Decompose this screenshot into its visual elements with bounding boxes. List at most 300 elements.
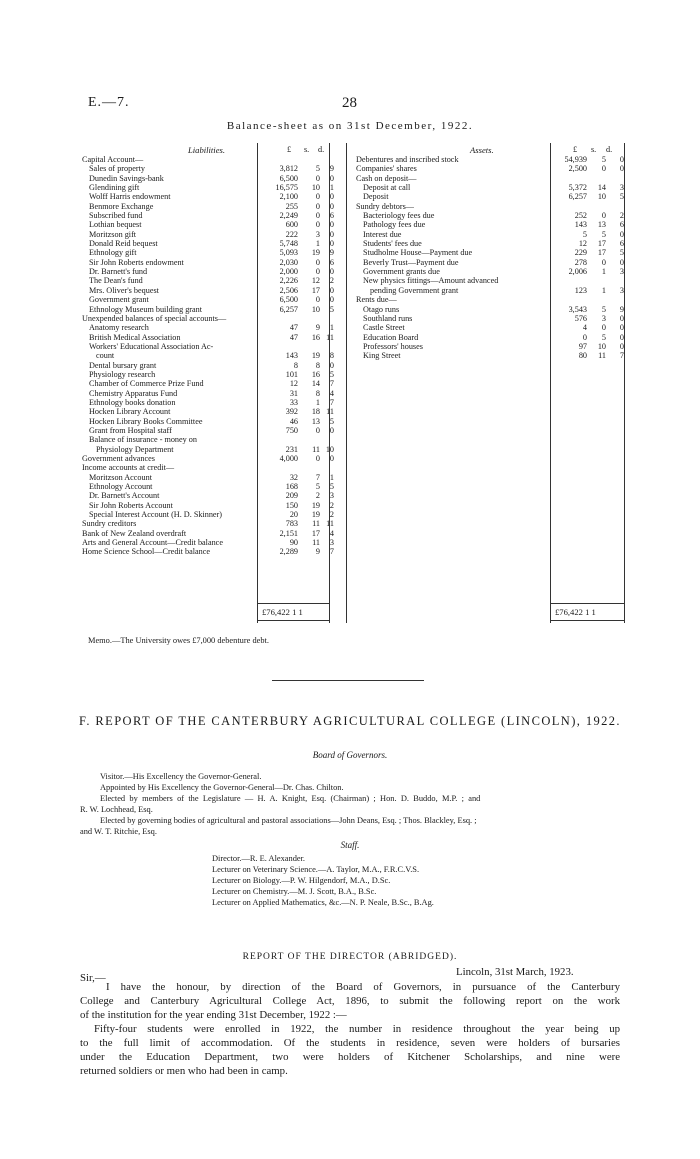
staff-line-biology: Lecturer on Biology.—P. W. Hilgendorf, M.A., D.Sc. — [212, 876, 391, 885]
liability-label: Unexpended balances of special accounts— — [82, 313, 227, 323]
liability-amount-shillings: 7 — [315, 472, 320, 482]
board-line-legislature-cont: R. W. Lochhead, Esq. — [80, 805, 153, 814]
assets-pounds-head: £ — [573, 145, 578, 154]
liability-label: Dr. Barnett's fund — [89, 267, 148, 277]
asset-amount-pence: 6 — [619, 239, 624, 249]
asset-amount-shillings: 0 — [601, 211, 606, 221]
asset-row — [356, 239, 624, 248]
liability-row — [82, 463, 334, 472]
liability-amount-pounds: 6,500 — [279, 295, 298, 305]
asset-amount-shillings: 13 — [597, 220, 606, 230]
asset-amount-pounds: 12 — [578, 239, 587, 249]
liability-label: Glendining gift — [89, 183, 140, 193]
asset-row — [356, 267, 624, 276]
asset-label: pending Government grant — [370, 285, 459, 295]
liability-amount-pounds: 101 — [285, 369, 298, 379]
liability-amount-pence: 2 — [329, 510, 334, 520]
liability-row — [82, 538, 334, 547]
asset-label: Interest due — [363, 229, 402, 239]
liability-row — [82, 398, 334, 407]
asset-amount-pounds: 80 — [578, 351, 587, 361]
liability-amount-pounds: 16,575 — [275, 183, 298, 193]
liability-amount-pounds: 20 — [289, 510, 298, 520]
liability-amount-shillings: 13 — [311, 416, 320, 426]
liability-row — [82, 379, 334, 388]
asset-amount-shillings: 5 — [601, 304, 606, 314]
liability-row — [82, 314, 334, 323]
liability-label: Chamber of Commerce Prize Fund — [89, 379, 204, 389]
asset-amount-shillings: 10 — [597, 192, 606, 202]
liab-shillings-head: s. — [304, 145, 310, 154]
asset-amount-pence: 0 — [619, 229, 624, 239]
liability-amount-pounds: 209 — [285, 491, 298, 501]
liability-row — [82, 491, 334, 500]
asset-row — [356, 155, 624, 164]
asset-row — [356, 258, 624, 267]
liability-row — [82, 482, 334, 491]
asset-amount-pence: 0 — [619, 257, 624, 267]
liability-label: Hocken Library Account — [89, 407, 171, 417]
asset-row — [356, 202, 624, 211]
liabilities-table — [82, 155, 334, 557]
asset-amount-pounds: 576 — [574, 313, 587, 323]
liability-label: Dr. Barnett's Account — [89, 491, 160, 501]
liability-label: Sir John Roberts endowment — [89, 257, 184, 267]
board-line-appointed: Appointed by His Excellency the Governor-General—Dr. Chas. Chilton. — [100, 783, 344, 792]
asset-amount-shillings: 17 — [597, 248, 606, 258]
liability-amount-pence: 0 — [329, 239, 334, 249]
asset-amount-pence: 0 — [619, 164, 624, 174]
para1-line-2: College and Canterbury Agricultural College Act, 1896, to submit the following report on the work — [80, 995, 620, 1007]
liability-amount-pence: 2 — [329, 500, 334, 510]
liability-amount-shillings: 0 — [315, 220, 320, 230]
asset-amount-pence: 9 — [619, 304, 624, 314]
asset-amount-pounds: 143 — [574, 220, 587, 230]
liability-row — [82, 183, 334, 192]
liability-amount-pounds: 3,812 — [279, 164, 298, 174]
liability-row — [82, 211, 334, 220]
asset-label: Sundry debtors— — [356, 201, 414, 211]
liability-label: Sales of property — [89, 164, 145, 174]
liability-amount-shillings: 0 — [315, 201, 320, 211]
liability-amount-pence: 3 — [329, 491, 334, 501]
liab-total-rule-top — [258, 603, 329, 604]
liability-label: Balance of insurance - money on — [89, 435, 197, 445]
liability-amount-shillings: 19 — [311, 500, 320, 510]
liability-label: Physiology research — [89, 369, 156, 379]
liability-amount-pounds: 8 — [293, 360, 298, 370]
asset-amount-shillings: 0 — [601, 164, 606, 174]
asset-row — [356, 276, 624, 285]
liability-amount-pounds: 2,000 — [279, 267, 298, 277]
liability-row — [82, 445, 334, 454]
liability-amount-pence: 9 — [329, 164, 334, 174]
liability-amount-shillings: 14 — [311, 379, 320, 389]
liability-amount-shillings: 0 — [315, 211, 320, 221]
asset-row — [356, 174, 624, 183]
staff-heading: Staff. — [340, 840, 360, 850]
asset-label: Deposit — [363, 192, 389, 202]
report-paragraph-2 — [80, 1022, 620, 1078]
liability-amount-pence: 0 — [329, 267, 334, 277]
asset-label: Debentures and inscribed stock — [356, 155, 459, 164]
liability-label: Physiology Department — [96, 444, 174, 454]
liability-label: Sir John Roberts Account — [89, 500, 173, 510]
liability-amount-pounds: 33 — [289, 397, 298, 407]
liability-row — [82, 276, 334, 285]
asset-amount-pounds: 54,939 — [564, 155, 587, 164]
liability-amount-shillings: 0 — [315, 454, 320, 463]
section-separator — [272, 680, 424, 681]
liability-row — [82, 305, 334, 314]
para2-line-3: under the Education Department, two were holders of Kitchener Scholarships, and nine were — [80, 1051, 620, 1063]
liability-row — [82, 351, 334, 360]
asset-amount-pounds: 5,372 — [568, 183, 587, 193]
asset-amount-shillings: 17 — [597, 239, 606, 249]
liability-amount-pounds: 32 — [289, 472, 298, 482]
asset-amount-pence: 0 — [619, 332, 624, 342]
asset-amount-shillings: 1 — [601, 285, 606, 295]
liability-amount-pence: 2 — [329, 276, 334, 286]
liability-amount-shillings: 8 — [315, 360, 320, 370]
liability-label: Bank of New Zealand overdraft — [82, 528, 187, 538]
liability-row — [82, 407, 334, 416]
board-line-associations: Elected by governing bodies of agricultural and pastoral associations—John Deans, Esq. ; Thos. Blackley, Esq. ; — [100, 816, 477, 825]
para2-line-1: Fifty-four students were enrolled in 1922, the number in residence throughout the year being up — [94, 1023, 620, 1035]
liability-amount-shillings: 16 — [311, 332, 320, 342]
asset-row — [356, 248, 624, 257]
liability-amount-pounds: 255 — [285, 201, 298, 211]
liability-amount-shillings: 19 — [311, 248, 320, 258]
para1-line-1: I have the honour, by direction of the Board of Governors, in pursuance of the Canterbury — [106, 981, 620, 993]
liability-amount-pounds: 2,249 — [279, 211, 298, 221]
liability-label: Capital Account— — [82, 155, 144, 164]
liability-row — [82, 267, 334, 276]
liability-amount-pence: 6 — [329, 257, 334, 267]
asset-amount-shillings: 0 — [601, 323, 606, 333]
liability-amount-pounds: 150 — [285, 500, 298, 510]
board-line-associations-cont: and W. T. Ritchie, Esq. — [80, 827, 157, 836]
liability-label: Arts and General Account—Credit balance — [82, 538, 223, 548]
liability-amount-shillings: 8 — [315, 388, 320, 398]
liability-row — [82, 342, 334, 351]
asset-row — [356, 333, 624, 342]
asset-row — [356, 183, 624, 192]
asset-amount-pounds: 123 — [574, 285, 587, 295]
liability-amount-pounds: 168 — [285, 482, 298, 492]
liability-row — [82, 258, 334, 267]
liability-label: Ethnology Account — [89, 482, 153, 492]
liability-amount-shillings: 0 — [315, 425, 320, 435]
asset-amount-shillings: 5 — [601, 229, 606, 239]
liability-amount-pounds: 6,257 — [279, 304, 298, 314]
liability-amount-pounds: 90 — [289, 538, 298, 548]
report-paragraph-1 — [80, 980, 620, 1022]
liability-amount-shillings: 12 — [311, 276, 320, 286]
asset-amount-pounds: 3,543 — [568, 304, 587, 314]
asset-row — [356, 295, 624, 304]
liability-row — [82, 248, 334, 257]
liability-amount-pence: 10 — [325, 444, 334, 454]
liability-amount-shillings: 0 — [315, 192, 320, 202]
liability-amount-pence: 11 — [326, 332, 334, 342]
salutation: Sir,— — [80, 972, 106, 984]
asset-amount-pence: 6 — [619, 220, 624, 230]
liability-row — [82, 239, 334, 248]
liab-amount-rule-right — [329, 143, 330, 623]
asset-row — [356, 323, 624, 332]
liability-label: count — [96, 351, 115, 361]
dateline: Lincoln, 31st March, 1923. — [456, 966, 574, 978]
liability-amount-pounds: 2,151 — [279, 528, 298, 538]
liability-amount-pence: 5 — [329, 304, 334, 314]
center-divider — [346, 143, 347, 623]
liability-label: Government advances — [82, 454, 155, 463]
asset-row — [356, 211, 624, 220]
asset-amount-shillings: 1 — [601, 267, 606, 277]
liability-label: Dental bursary grant — [89, 360, 157, 370]
liability-amount-pence: 0 — [329, 285, 334, 295]
staff-line-chemistry: Lecturer on Chemistry.—M. J. Scott, B.A., B.Sc. — [212, 887, 377, 896]
liability-amount-pounds: 2,226 — [279, 276, 298, 286]
asset-row — [356, 192, 624, 201]
asset-label: Studholme House—Payment due — [363, 248, 473, 258]
liability-amount-shillings: 2 — [315, 491, 320, 501]
liability-label: Moritzson Account — [89, 472, 152, 482]
liability-amount-pence: 0 — [329, 201, 334, 211]
liability-label: Moritzson gift — [89, 229, 137, 239]
liability-amount-pence: 5 — [329, 482, 334, 492]
asset-label: Bacteriology fees due — [363, 211, 435, 221]
liability-label: Subscribed fund — [89, 211, 143, 221]
liability-amount-shillings: 17 — [311, 528, 320, 538]
asset-label: Beverly Trust—Payment due — [363, 257, 459, 267]
asset-label: Education Board — [363, 332, 419, 342]
staff-line-mathematics: Lecturer on Applied Mathematics, &c.—N. P. Neale, B.Sc., B.Ag. — [212, 898, 434, 907]
asset-label: Government grants due — [363, 267, 440, 277]
asset-amount-pence: 3 — [619, 285, 624, 295]
liability-amount-pounds: 231 — [285, 444, 298, 454]
liability-amount-pounds: 6,500 — [279, 173, 298, 183]
liab-total-rule-bottom — [258, 620, 329, 621]
asset-label: New physics fittings—Amount advanced — [363, 276, 499, 286]
liability-label: Ethnology books donation — [89, 397, 176, 407]
liab-pence-head: d. — [318, 145, 325, 154]
asset-label: King Street — [363, 351, 401, 361]
liability-amount-pounds: 600 — [285, 220, 298, 230]
liability-amount-pence: 9 — [329, 248, 334, 258]
liability-label: Dunedin Savings-bank — [89, 173, 164, 183]
board-line-legislature: Elected by members of the Legislature — H. A. Knight, Esq. (Chairman) ; Hon. D. Buddo, M.P. ; and — [100, 794, 481, 803]
asset-row — [356, 305, 624, 314]
liability-label: Mrs. Oliver's bequest — [89, 285, 159, 295]
board-of-governors-heading: Board of Governors. — [312, 750, 388, 760]
liability-amount-pence: 0 — [329, 173, 334, 183]
asset-label: Otago runs — [363, 304, 400, 314]
liability-amount-pence: 0 — [329, 220, 334, 230]
liability-row — [82, 295, 334, 304]
liability-amount-pence: 5 — [329, 369, 334, 379]
liab-amount-rule-left — [257, 143, 258, 623]
liability-label: Government grant — [89, 295, 149, 305]
asset-amount-shillings: 5 — [601, 155, 606, 164]
liability-amount-pounds: 47 — [289, 323, 298, 333]
asset-amount-shillings: 11 — [598, 351, 606, 361]
assets-table — [356, 155, 624, 361]
liability-amount-shillings: 11 — [312, 519, 320, 529]
para2-line-2: to the full limit of accommodation. Of the students in residence, seven were holders of bursaries — [80, 1037, 620, 1049]
liability-amount-pounds: 2,289 — [279, 547, 298, 557]
asset-row — [356, 286, 624, 295]
asset-amount-pence: 0 — [619, 323, 624, 333]
liabilities-heading: Liabilities. — [188, 145, 226, 155]
liability-row — [82, 230, 334, 239]
asset-label: Pathology fees due — [363, 220, 426, 230]
liability-row — [82, 435, 334, 444]
asset-row — [356, 220, 624, 229]
liability-amount-pence: 11 — [326, 407, 334, 417]
assets-pence-head: d. — [606, 145, 613, 154]
liability-row — [82, 389, 334, 398]
liability-label: Sundry creditors — [82, 519, 137, 529]
liability-row — [82, 192, 334, 201]
asset-label: Castle Street — [363, 323, 405, 333]
liability-row — [82, 370, 334, 379]
asset-row — [356, 351, 624, 360]
liability-label: Chemistry Apparatus Fund — [89, 388, 178, 398]
liability-row — [82, 155, 334, 164]
liability-amount-pence: 6 — [329, 211, 334, 221]
liability-amount-shillings: 1 — [315, 397, 320, 407]
liability-label: Lothian bequest — [89, 220, 142, 230]
liability-row — [82, 473, 334, 482]
asset-label: Southland runs — [363, 313, 413, 323]
asset-label: Cash on deposit— — [356, 173, 417, 183]
liability-amount-pence: 1 — [329, 472, 334, 482]
asset-amount-shillings: 10 — [597, 341, 606, 351]
liability-amount-shillings: 19 — [311, 510, 320, 520]
liability-row — [82, 501, 334, 510]
liability-amount-pence: 4 — [329, 528, 334, 538]
assets-heading: Assets. — [470, 145, 494, 155]
staff-line-director: Director.—R. E. Alexander. — [212, 854, 306, 863]
asset-amount-pence: 5 — [619, 192, 624, 202]
liability-amount-shillings: 19 — [311, 351, 320, 361]
asset-amount-pounds: 97 — [578, 341, 587, 351]
board-line-visitor: Visitor.—His Excellency the Governor-General. — [100, 772, 262, 781]
asset-amount-pounds: 0 — [582, 332, 587, 342]
assets-total-rule-top — [551, 603, 624, 604]
liability-row — [82, 220, 334, 229]
asset-amount-pounds: 2,500 — [568, 164, 587, 174]
asset-row — [356, 342, 624, 351]
liability-amount-shillings: 11 — [312, 444, 320, 454]
liability-amount-pounds: 392 — [285, 407, 298, 417]
asset-amount-pounds: 5 — [582, 229, 587, 239]
assets-amount-rule-left — [550, 143, 551, 623]
liability-amount-pounds: 4,000 — [279, 454, 298, 463]
asset-label: Professors' houses — [363, 341, 423, 351]
balance-sheet-title: Balance-sheet as on 31st December, 1922. — [226, 120, 474, 132]
page-header-code: E.—7. — [88, 95, 130, 110]
liability-row — [82, 510, 334, 519]
liability-amount-pence: 0 — [329, 360, 334, 370]
liabilities-total: £76,422 1 1 — [262, 607, 303, 617]
liability-amount-shillings: 9 — [315, 547, 320, 557]
asset-amount-shillings: 0 — [601, 257, 606, 267]
liability-label: Benmore Exchange — [89, 201, 154, 211]
liability-amount-shillings: 10 — [311, 183, 320, 193]
liability-label: Home Science School—Credit balance — [82, 547, 211, 557]
liability-label: Ethnology gift — [89, 248, 137, 258]
assets-total: £76,422 1 1 — [555, 607, 596, 617]
liability-amount-shillings: 0 — [315, 257, 320, 267]
asset-label: Rents due— — [356, 295, 397, 305]
liability-amount-pence: 7 — [329, 547, 334, 557]
liability-amount-pounds: 47 — [289, 332, 298, 342]
asset-amount-pounds: 229 — [574, 248, 587, 258]
staff-line-veterinary: Lecturer on Veterinary Science.—A. Taylor, M.A., F.R.C.V.S. — [212, 865, 420, 874]
liability-label: Donald Reid bequest — [89, 239, 158, 249]
liability-amount-shillings: 18 — [311, 407, 320, 417]
liability-row — [82, 426, 334, 435]
liability-row — [82, 361, 334, 370]
liability-amount-pence: 1 — [329, 323, 334, 333]
liability-amount-shillings: 10 — [311, 304, 320, 314]
assets-total-rule-bottom — [551, 620, 624, 621]
asset-row — [356, 230, 624, 239]
liability-amount-pounds: 2,030 — [279, 257, 298, 267]
asset-amount-pounds: 278 — [574, 257, 587, 267]
liability-row — [82, 286, 334, 295]
assets-shillings-head: s. — [591, 145, 597, 154]
asset-amount-pence: 7 — [619, 351, 624, 361]
liability-row — [82, 323, 334, 332]
liability-amount-pence: 7 — [329, 397, 334, 407]
liability-amount-shillings: 0 — [315, 267, 320, 277]
asset-amount-pence: 5 — [619, 248, 624, 258]
liability-label: Income accounts at credit— — [82, 463, 175, 473]
asset-row — [356, 314, 624, 323]
liability-row — [82, 454, 334, 463]
asset-amount-pence: 2 — [619, 211, 624, 221]
asset-amount-pence: 0 — [619, 155, 624, 164]
liability-amount-pence: 5 — [329, 416, 334, 426]
liability-amount-pounds: 2,506 — [279, 285, 298, 295]
liability-amount-pence: 7 — [329, 379, 334, 389]
asset-amount-pence: 3 — [619, 183, 624, 193]
liability-amount-pence: 1 — [329, 183, 334, 193]
asset-amount-pounds: 252 — [574, 211, 587, 221]
director-report-heading: REPORT OF THE DIRECTOR (ABRIDGED). — [242, 952, 458, 962]
section-f-title: F. REPORT OF THE CANTERBURY AGRICULTURAL COLLEGE (LINCOLN), 1922. — [79, 714, 621, 728]
liab-pounds-head: £ — [287, 145, 292, 154]
liability-row — [82, 529, 334, 538]
para2-line-4: returned soldiers or men who had been in camp. — [80, 1065, 288, 1077]
liability-amount-pence: 0 — [329, 192, 334, 202]
liability-amount-shillings: 3 — [315, 229, 320, 239]
asset-label: Students' fees due — [363, 239, 422, 249]
liability-label: Grant from Hospital staff — [89, 425, 172, 435]
asset-label: Companies' shares — [356, 164, 417, 174]
liability-amount-pence: 0 — [329, 229, 334, 239]
asset-amount-pence: 0 — [619, 313, 624, 323]
liability-amount-pounds: 783 — [285, 519, 298, 529]
liability-amount-shillings: 9 — [315, 323, 320, 333]
liability-label: Wolff Harris endowment — [89, 192, 171, 202]
liability-amount-pounds: 12 — [289, 379, 298, 389]
liability-amount-shillings: 1 — [315, 239, 320, 249]
